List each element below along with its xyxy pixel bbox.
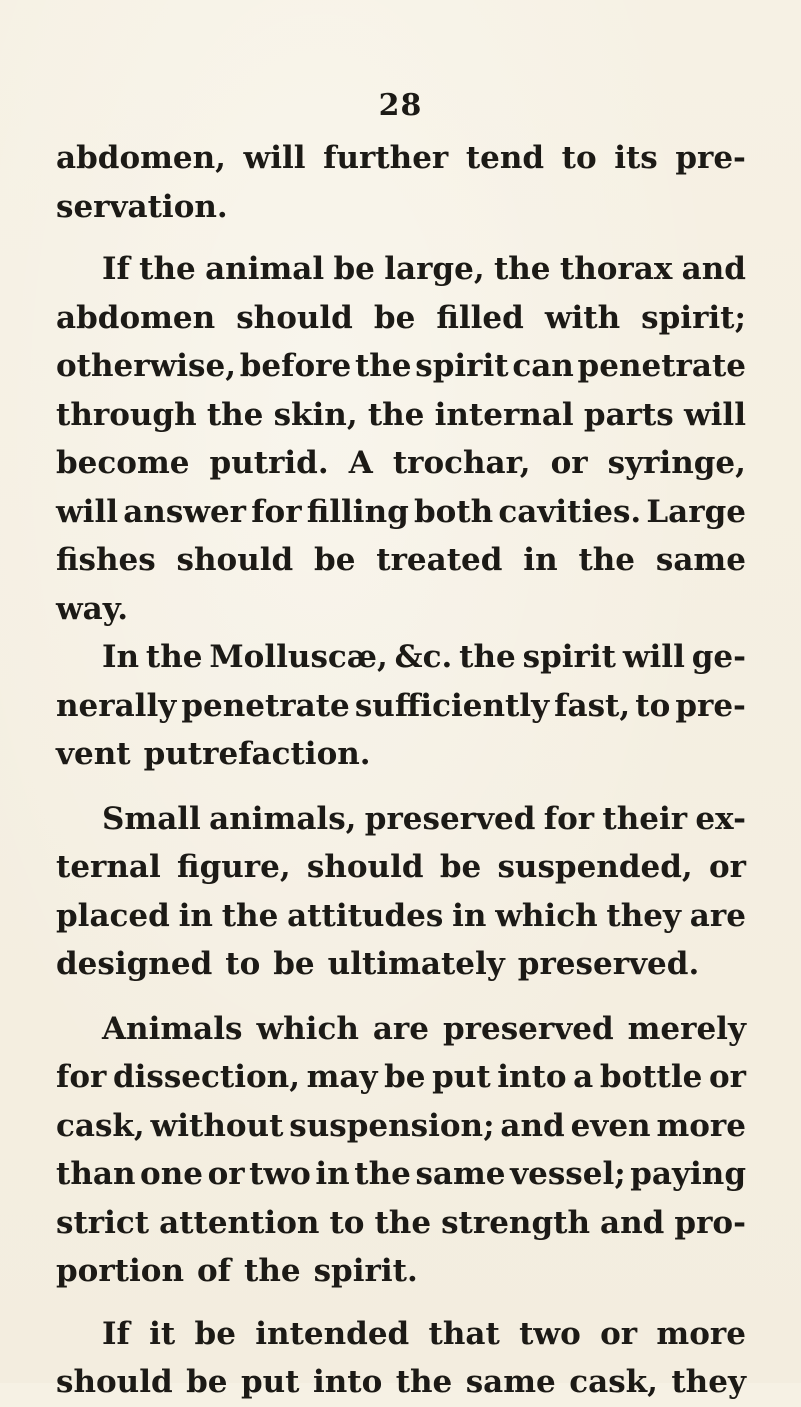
word: placed xyxy=(56,897,170,934)
word: a xyxy=(573,1059,594,1095)
text-line xyxy=(56,892,746,941)
word: spirit; xyxy=(641,299,746,336)
word: ternal xyxy=(56,849,161,885)
paragraph-gap xyxy=(56,231,746,245)
word: with xyxy=(544,299,621,336)
word: animals, xyxy=(209,800,357,837)
word: two xyxy=(249,1156,311,1192)
word: the xyxy=(459,639,516,675)
text-line xyxy=(56,1005,746,1054)
word: put xyxy=(240,1364,300,1400)
word: may xyxy=(306,1059,378,1095)
text-line xyxy=(56,1199,746,1248)
word: that xyxy=(428,1315,500,1352)
word: Small xyxy=(102,800,201,837)
word: should xyxy=(56,1364,173,1400)
word: in xyxy=(178,897,213,934)
word: or xyxy=(600,1315,638,1352)
text-line xyxy=(56,1310,746,1359)
paragraph-gap xyxy=(56,989,746,1005)
word: or xyxy=(550,445,588,481)
word: be xyxy=(194,1315,236,1352)
word: become xyxy=(56,445,190,481)
word: further xyxy=(323,140,449,176)
word: they xyxy=(606,897,681,934)
word: will xyxy=(622,639,685,675)
word: should xyxy=(236,299,353,336)
word: If xyxy=(102,251,130,287)
word: the xyxy=(374,1204,432,1241)
paragraph-4 xyxy=(56,795,746,989)
word: one xyxy=(140,1156,203,1192)
word: bottle xyxy=(599,1059,703,1095)
text-line xyxy=(56,536,746,585)
word: dissection, xyxy=(112,1059,301,1095)
word: are xyxy=(372,1010,429,1047)
word: can xyxy=(512,348,574,384)
word: answer xyxy=(123,493,247,530)
word: ultimately xyxy=(327,946,505,982)
text-line xyxy=(56,342,746,391)
word: the xyxy=(395,1364,453,1400)
word: the xyxy=(139,251,196,287)
word: otherwise, xyxy=(56,348,237,384)
word: the xyxy=(206,396,264,433)
word: treated xyxy=(376,542,503,578)
text-line xyxy=(56,1053,746,1102)
word: animal xyxy=(205,251,325,287)
word: A xyxy=(348,445,373,481)
word: of xyxy=(197,1253,232,1289)
word: cavities. xyxy=(498,493,642,530)
word: putrid. xyxy=(209,445,329,481)
word: &c. xyxy=(394,639,453,675)
word: preserved. xyxy=(517,946,700,982)
text-line xyxy=(56,183,746,232)
word: abdomen xyxy=(56,299,216,336)
word: cask, xyxy=(56,1107,145,1144)
word: into xyxy=(497,1059,567,1095)
word: fishes xyxy=(56,542,156,578)
word: the xyxy=(354,348,412,384)
paragraph-5 xyxy=(56,1005,746,1296)
word: syringe, xyxy=(607,445,746,481)
word: vessel; xyxy=(510,1156,626,1192)
word: the xyxy=(244,1253,301,1289)
text-line xyxy=(56,488,746,537)
word: their xyxy=(602,800,688,837)
word: attitudes xyxy=(287,897,444,934)
word: spirit xyxy=(415,348,509,384)
word: trochar, xyxy=(392,445,531,481)
word: should xyxy=(176,542,294,578)
word: merely xyxy=(627,1010,746,1047)
word: the xyxy=(367,396,425,433)
word: be xyxy=(333,251,375,287)
text-line xyxy=(56,1102,746,1151)
word: the xyxy=(354,1156,411,1192)
word: portion xyxy=(56,1253,184,1289)
word: without xyxy=(150,1107,284,1144)
paragraph-6 xyxy=(56,1310,746,1407)
word: the xyxy=(145,639,203,675)
word: the xyxy=(221,897,279,934)
word: are xyxy=(689,897,746,934)
paragraph-gap xyxy=(56,1296,746,1310)
text-line xyxy=(56,391,746,440)
word: which xyxy=(256,1010,359,1047)
word: and xyxy=(681,251,746,287)
word: in xyxy=(315,1156,350,1192)
text-line xyxy=(56,245,746,294)
word: be xyxy=(186,1364,228,1400)
word: vent xyxy=(56,736,131,772)
word: ex- xyxy=(695,800,746,837)
text-line xyxy=(56,134,746,183)
word: for xyxy=(56,1059,107,1095)
paragraph-gap xyxy=(56,779,746,795)
word: the xyxy=(578,542,636,578)
word: will xyxy=(56,493,119,530)
word: intended xyxy=(255,1315,410,1352)
word: suspended, xyxy=(497,849,693,885)
word: filled xyxy=(436,299,524,336)
word: nerally xyxy=(56,687,177,724)
word: parts xyxy=(583,396,674,433)
text-line xyxy=(56,1358,746,1407)
word: through xyxy=(56,396,197,433)
word: than xyxy=(56,1156,136,1192)
text-line xyxy=(56,585,746,634)
word: spirit xyxy=(522,639,616,675)
text-line xyxy=(56,294,746,343)
word: be xyxy=(384,1059,426,1095)
word: skin, xyxy=(273,396,358,433)
word: for xyxy=(543,800,595,837)
word: be xyxy=(314,542,356,578)
word: be xyxy=(273,946,315,982)
text-line xyxy=(56,730,746,779)
word: be xyxy=(373,299,416,336)
word: or xyxy=(207,1156,245,1192)
word: more xyxy=(656,1315,746,1352)
word: will xyxy=(243,140,306,176)
word: sufficiently xyxy=(354,687,550,724)
word: be xyxy=(439,849,482,885)
word: fast, xyxy=(554,687,631,724)
word: internal xyxy=(434,396,574,433)
text-line xyxy=(56,940,746,989)
word: which xyxy=(495,897,598,934)
word: pre- xyxy=(675,140,746,176)
word: same xyxy=(655,542,746,578)
text-line xyxy=(56,1150,746,1199)
word: and xyxy=(500,1107,565,1144)
word: spirit. xyxy=(313,1253,418,1289)
word: or xyxy=(708,849,746,885)
word: preserved xyxy=(364,800,536,837)
word: strict xyxy=(56,1204,150,1241)
word: tend xyxy=(465,140,545,176)
word: thorax xyxy=(559,251,673,287)
word: they xyxy=(671,1364,746,1400)
word: servation. xyxy=(56,188,228,225)
word: it xyxy=(149,1315,176,1352)
word: in xyxy=(452,897,487,934)
word: to xyxy=(225,946,261,982)
word: its xyxy=(614,140,658,176)
word: ge- xyxy=(691,639,746,675)
word: penetrate xyxy=(577,348,746,384)
word: both xyxy=(413,493,494,530)
word: In xyxy=(102,639,140,675)
word: two xyxy=(519,1315,581,1352)
word: strength xyxy=(441,1204,591,1241)
word: into xyxy=(312,1364,383,1400)
word: abdomen, xyxy=(56,140,226,176)
text-line xyxy=(56,439,746,488)
text-line xyxy=(56,682,746,731)
word: the xyxy=(493,251,551,287)
word: large, xyxy=(384,251,485,287)
word: cask, xyxy=(569,1364,658,1400)
word: Large xyxy=(646,493,746,530)
word: way. xyxy=(56,590,129,627)
page-number: 28 xyxy=(378,88,423,123)
word: filling xyxy=(306,493,409,530)
word: same xyxy=(415,1156,506,1192)
word: even xyxy=(570,1107,651,1144)
text-line xyxy=(56,633,746,682)
word: and xyxy=(600,1204,665,1241)
word: figure, xyxy=(177,849,291,885)
word: designed xyxy=(56,946,213,982)
word: more xyxy=(656,1107,746,1144)
word: Animals xyxy=(102,1010,243,1047)
word: putrefaction. xyxy=(143,736,371,772)
text-line xyxy=(56,795,746,844)
text-line xyxy=(56,843,746,892)
word: will xyxy=(683,396,746,433)
word: suspension; xyxy=(289,1107,495,1144)
word: to xyxy=(561,140,597,176)
paragraph-1 xyxy=(56,134,746,231)
word: same xyxy=(465,1364,556,1400)
word: put xyxy=(432,1059,491,1095)
word: paying xyxy=(630,1156,746,1192)
word: attention xyxy=(159,1204,320,1241)
word: penetrate xyxy=(181,687,350,724)
word: in xyxy=(523,542,558,578)
word: preserved xyxy=(442,1010,614,1047)
word: Molluscæ, xyxy=(209,639,388,675)
text-line xyxy=(56,1247,746,1296)
paragraph-3 xyxy=(56,633,746,779)
word: If xyxy=(102,1315,130,1352)
word: to xyxy=(329,1204,365,1241)
word: pro- xyxy=(674,1204,746,1241)
word: before xyxy=(239,348,352,384)
word: should xyxy=(306,849,424,885)
word: for xyxy=(251,493,302,530)
word: to xyxy=(635,687,671,724)
word: pre- xyxy=(675,687,746,724)
word: or xyxy=(708,1059,746,1095)
body-text xyxy=(56,134,746,1407)
paragraph-2 xyxy=(56,245,746,633)
